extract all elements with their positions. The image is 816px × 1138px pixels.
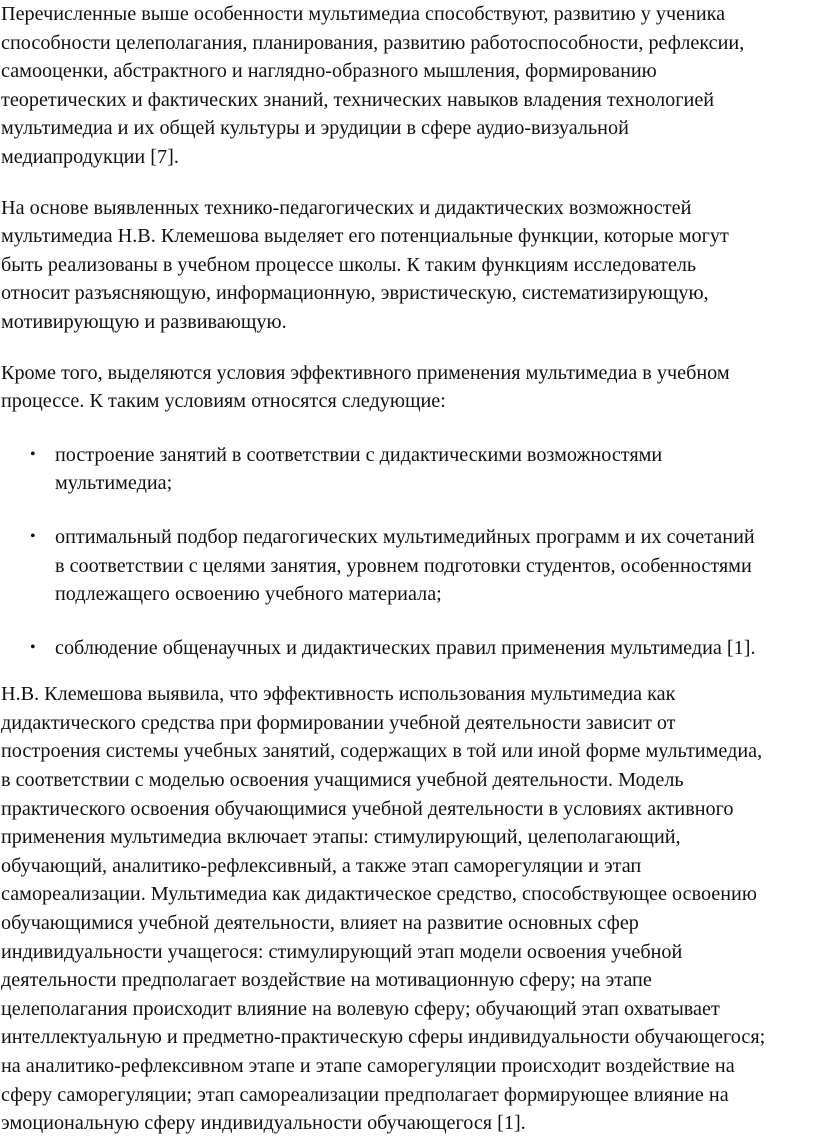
text-line: мотивирующую и развивающую. [1,310,287,333]
text-line: оптимальный подбор педагогических мультимедийных программ и их сочетаний [55,525,755,548]
text-line: сферу саморегуляции; этап самореализации предполагает формирующее влияние на [1,1083,729,1106]
text-line: построение занятий в соответствии с дидактическими возможностями [55,443,663,466]
text-line: быть реализованы в учебном процессе школы. К таким функциям исследователь [1,253,697,276]
text-line: мультимедиа Н.В. Клемешова выделяет его потенциальные функции, которые могут [1,225,729,248]
text-line: теоретических и фактических знаний, технических навыков владения технологией [1,88,715,111]
text-line: на аналитико-рефлексивном этапе и этапе саморегуляции происходит воздействие на [1,1055,735,1077]
list-item [1,441,814,498]
text-line: Перечисленные выше особенности мультимедиа способствуют, развитию у ученика [1,3,726,25]
text-line: соблюдение общенаучных и дидактических правил применения мультимедиа [1]. [55,636,756,659]
text-line: подлежащего освоению учебного материала; [55,583,442,606]
text-line: в соответствии с целями занятия, уровнем подготовки студентов, особенностями [55,554,752,577]
text-line: Кроме того, выделяются условия эффективного применения мультимедиа в учебном [1,361,730,384]
list-item [1,634,814,663]
bullet-icon: • [30,638,36,656]
list-spacer [1,609,814,634]
text-line: интеллектуальную и предметно-практическую сферы индивидуальности обучающегося; [1,1026,766,1049]
paragraph-spacer [1,172,814,194]
text-line: мультимедиа; [55,472,173,495]
paragraph-multimedia-features [1,0,814,172]
paragraph-conditions-intro [1,359,814,416]
paragraph-spacer [1,662,814,680]
paragraph-klemeshova-findings [1,680,814,1138]
text-line: построения системы учебных занятий, содержащих в той или иной форме мультимедиа, [1,740,763,763]
text-line: самооценки, абстрактного и наглядно-образного мышления, формированию [1,60,657,83]
text-line: Н.В. Клемешова выявила, что эффективность использования мультимедиа как [1,683,676,706]
text-line: медиапродукции [7]. [1,145,179,168]
text-line: На основе выявленных технико-педагогических и дидактических возможностей [1,196,692,219]
text-line: способности целеполагания, планирования, развитию работоспособности, рефлексии, [1,31,745,54]
paragraph-spacer [1,337,814,359]
text-line: обучающимися учебной деятельности, влияет на развитие основных сфер [1,912,639,935]
text-line: относит разъясняющую, информационную, эвристическую, систематизирующую, [1,282,709,305]
text-line: индивидуальности учащегося: стимулирующий этап модели освоения учебной [1,940,683,963]
text-line: самореализации. Мультимедиа как дидактическое средство, способствующее освоению [1,883,757,906]
paragraph-functions [1,194,814,337]
text-line: деятельности предполагает воздействие на мотивационную сферу; на этапе [1,969,652,992]
paragraph-spacer [1,416,814,441]
list-spacer [1,498,814,523]
bullet-icon: • [30,527,36,545]
conditions-list [1,441,814,663]
text-line: дидактического средства при формировании учебной деятельности зависит от [1,711,676,734]
list-item [1,523,814,609]
text-line: практического освоения обучающимися учебной деятельности в условиях активного [1,797,734,820]
bullet-icon: • [30,445,36,463]
text-line: процессе. К таким условиям относятся следующие: [1,390,446,413]
text-line: обучающий, аналитико-рефлексивный, а также этап саморегуляции и этап [1,854,642,877]
text-line: применения мультимедиа включает этапы: стимулирующий, целеполагающий, [1,826,681,849]
text-line: в соответствии с моделью освоения учащимися учебной деятельности. Модель [1,769,684,792]
text-line: эмоциональную сферу индивидуальности обучающегося [1]. [1,1112,526,1135]
text-line: мультимедиа и их общей культуры и эрудиции в сфере аудио-визуальной [1,117,629,140]
text-line: целеполагания происходит влияние на волевую сферу; обучающий этап охватывает [1,997,720,1020]
